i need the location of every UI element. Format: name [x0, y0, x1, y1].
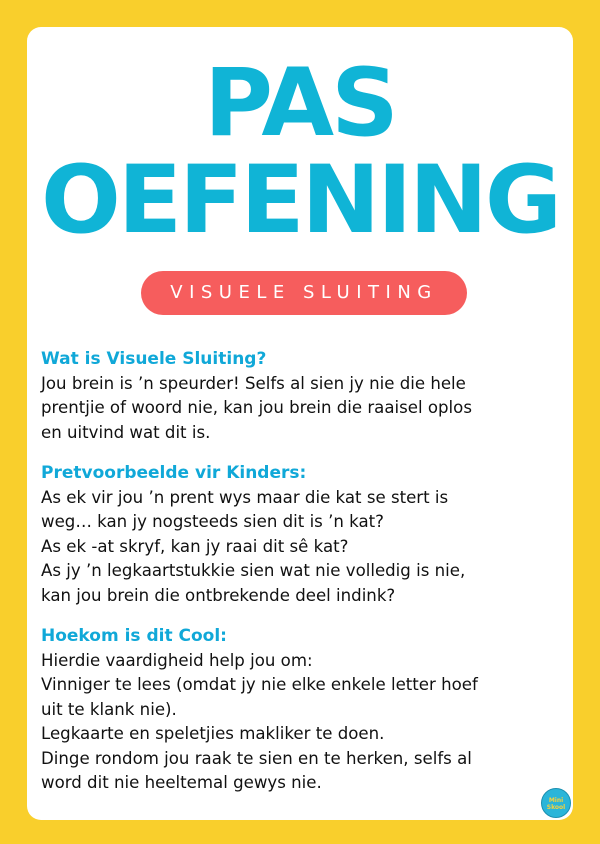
title-line-1: PAS [204, 49, 396, 158]
section-heading: Wat is Visuele Sluiting? [41, 349, 267, 369]
body-line: As ek vir jou ’n prent wys maar die kat se stert is [41, 487, 449, 507]
logo-line-1: Mini [548, 797, 564, 804]
poster-card [27, 27, 573, 820]
section-why [41, 624, 561, 796]
body-line: en uitvind wat dit is. [41, 422, 211, 442]
logo-line-2: Skool [546, 804, 566, 811]
body-line: Jou brein is ’n speurder! Selfs al sien jy nie die hele [41, 373, 466, 393]
section-heading: Hoekom is dit Cool: [41, 626, 227, 646]
body-line: prentjie of woord nie, kan jou brein die raaisel oplos [41, 398, 472, 417]
body-line: uit te klank nie). [41, 699, 177, 719]
body-line: word dit nie heeltemal gewys nie. [41, 773, 322, 792]
body-line: Hierdie vaardigheid help jou om: [41, 650, 313, 670]
section-examples [41, 461, 561, 608]
section-heading: Pretvoorbeelde vir Kinders: [41, 463, 307, 483]
body-line: As jy ’n legkaartstukkie sien wat nie volledig is nie, [41, 561, 466, 580]
body-line: As ek -at skryf, kan jy raai dit sê kat? [41, 536, 349, 556]
body-line: kan jou brein die ontbrekende deel indink? [41, 585, 396, 605]
body-line: Vinniger te lees (omdat jy nie elke enkele letter hoef [41, 675, 478, 694]
logo-icon [541, 788, 571, 818]
body-line: Dinge rondom jou raak te sien en te herken, selfs al [41, 748, 472, 768]
content-body [41, 347, 561, 796]
body-line: Legkaarte en speletjies makliker te doen. [41, 724, 385, 743]
subtitle-badge: VISUELE SLUITING [141, 271, 467, 315]
title-line-2: OEFENING [40, 146, 559, 255]
body-line: weg… kan jy nogsteeds sien dit is ’n kat? [41, 512, 384, 531]
section-what [41, 347, 561, 445]
